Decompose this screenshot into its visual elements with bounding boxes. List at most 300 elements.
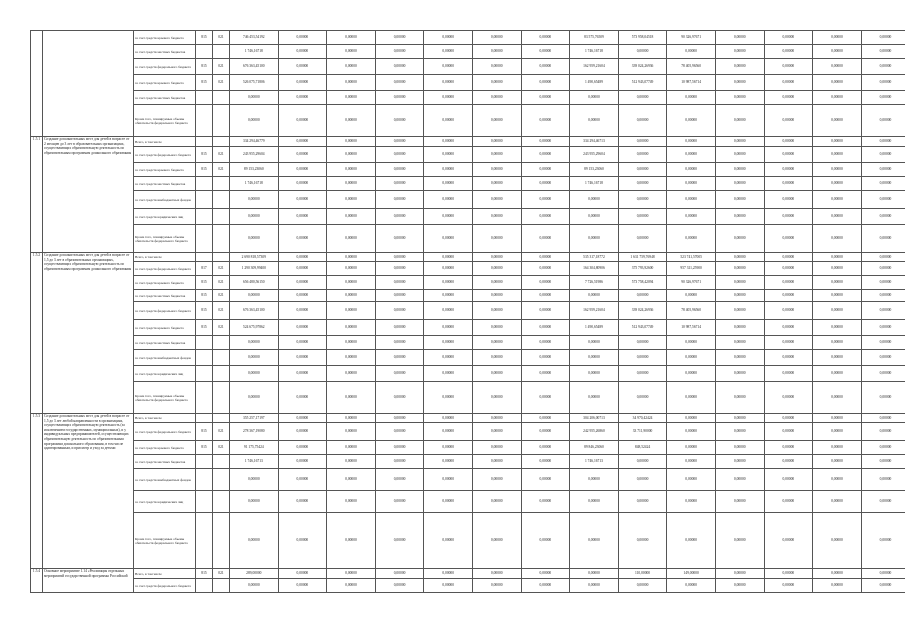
budget-code-section <box>213 366 230 382</box>
amount-cell: 0,00000 <box>715 105 764 137</box>
amount-cell: 0,00000 <box>521 414 570 423</box>
amount-cell: 0,00000 <box>278 491 327 513</box>
amount-cell: 0,00000 <box>764 177 813 191</box>
budget-code-section <box>213 253 230 262</box>
amount-cell: 0,00000 <box>764 191 813 209</box>
amount-cell: 0,00000 <box>230 579 279 593</box>
amount-cell: 0,00000 <box>570 209 619 225</box>
amount-cell: 162 959,21604 <box>570 302 619 320</box>
amount-cell: 0,00000 <box>667 513 716 569</box>
amount-cell: 0,00000 <box>570 366 619 382</box>
amount-cell: 0,00000 <box>230 209 279 225</box>
amount-cell: 0,00000 <box>715 163 764 177</box>
amount-cell: 0,00000 <box>813 105 862 137</box>
funding-source: за счет средств федерального бюджета <box>134 59 196 75</box>
amount-cell: 0,00000 <box>861 31 905 45</box>
amount-cell: 0,00000 <box>327 350 376 366</box>
amount-cell: 0,00000 <box>521 336 570 350</box>
amount-cell: 0,00000 <box>715 137 764 147</box>
funding-source: за счет средств краевого бюджета <box>134 75 196 91</box>
amount-cell: 0,00000 <box>861 455 905 469</box>
amount-cell: 0,00000 <box>764 147 813 163</box>
amount-cell: 0,00000 <box>521 59 570 75</box>
budget-code-section: 021 <box>213 59 230 75</box>
amount-cell: 0,00000 <box>521 253 570 262</box>
amount-cell: 0,00000 <box>861 209 905 225</box>
amount-cell: 0,00000 <box>618 382 667 414</box>
amount-cell: 0,00000 <box>861 105 905 137</box>
table-row <box>31 191 905 209</box>
amount-cell: 0,00000 <box>813 147 862 163</box>
table-row <box>31 31 905 45</box>
amount-cell: 0,00000 <box>861 414 905 423</box>
amount-cell: 0,00000 <box>861 302 905 320</box>
amount-cell: 0,00000 <box>327 163 376 177</box>
amount-cell: 0,00000 <box>570 569 619 579</box>
amount-cell: 0,00000 <box>667 491 716 513</box>
amount-cell: 0,00000 <box>424 276 473 290</box>
amount-cell: 0,00000 <box>667 366 716 382</box>
amount-cell: 0,00000 <box>570 191 619 209</box>
amount-cell: 0,00000 <box>618 366 667 382</box>
amount-cell: 0,00000 <box>715 336 764 350</box>
amount-cell: 0,00000 <box>424 59 473 75</box>
amount-cell: 0,00000 <box>472 137 521 147</box>
table-row <box>31 137 905 147</box>
amount-cell: 0,00000 <box>424 579 473 593</box>
amount-cell: 0,00000 <box>230 191 279 209</box>
amount-cell: 746 453,54192 <box>230 31 279 45</box>
budget-code-grbs: 815 <box>196 163 213 177</box>
amount-cell: 0,00000 <box>278 366 327 382</box>
amount-cell: 0,00000 <box>424 137 473 147</box>
table-row <box>31 209 905 225</box>
amount-cell: 0,00000 <box>813 302 862 320</box>
amount-cell: 0,00000 <box>472 469 521 491</box>
amount-cell: 0,00000 <box>813 163 862 177</box>
amount-cell: 0,00000 <box>327 336 376 350</box>
budget-code-grbs: 815 <box>196 31 213 45</box>
budget-code-section <box>213 105 230 137</box>
amount-cell: 0,00000 <box>764 59 813 75</box>
amount-cell: 0,00000 <box>424 191 473 209</box>
amount-cell: 0,00000 <box>375 441 424 455</box>
amount-cell: 0,00000 <box>278 579 327 593</box>
amount-cell: 676 363,45100 <box>230 302 279 320</box>
amount-cell: 0,00000 <box>667 225 716 253</box>
amount-cell: 0,00000 <box>327 441 376 455</box>
amount-cell: 0,00000 <box>764 91 813 105</box>
amount-cell: 0,00000 <box>813 569 862 579</box>
amount-cell: 0,00000 <box>375 469 424 491</box>
budget-code-section: 021 <box>213 262 230 276</box>
amount-cell: 0,00000 <box>570 290 619 302</box>
amount-cell: 0,00000 <box>813 455 862 469</box>
amount-cell: 0,00000 <box>375 262 424 276</box>
budget-code-section: 021 <box>213 163 230 177</box>
budget-code-grbs <box>196 366 213 382</box>
amount-cell: 0,00000 <box>521 209 570 225</box>
amount-cell: 10 987,56714 <box>667 320 716 336</box>
amount-cell: 0,00000 <box>278 382 327 414</box>
amount-cell: 0,00000 <box>715 414 764 423</box>
amount-cell: 0,00000 <box>327 225 376 253</box>
amount-cell: 0,00000 <box>424 455 473 469</box>
budget-code-grbs <box>196 45 213 59</box>
table-row <box>31 469 905 491</box>
amount-cell: 1 746,16718 <box>570 45 619 59</box>
amount-cell: 0,00000 <box>472 262 521 276</box>
amount-cell: 0,00000 <box>472 31 521 45</box>
amount-cell: 0,00000 <box>764 491 813 513</box>
funding-source: за счет средств федерального бюджета <box>134 302 196 320</box>
amount-cell: 110,00000 <box>618 569 667 579</box>
amount-cell: 0,00000 <box>618 469 667 491</box>
amount-cell: 0,00000 <box>327 513 376 569</box>
table-row <box>31 59 905 75</box>
amount-cell: 0,00000 <box>715 75 764 91</box>
amount-cell: 0,00000 <box>521 177 570 191</box>
amount-cell: 0,00000 <box>764 209 813 225</box>
amount-cell: 656 480,56150 <box>230 276 279 290</box>
amount-cell: 0,00000 <box>861 137 905 147</box>
amount-cell: 0,00000 <box>764 366 813 382</box>
amount-cell: 0,00000 <box>764 163 813 177</box>
amount-cell: 0,00000 <box>327 290 376 302</box>
amount-cell: 0,00000 <box>424 177 473 191</box>
amount-cell: 0,00000 <box>375 191 424 209</box>
table-row <box>31 163 905 177</box>
amount-cell: 0,00000 <box>715 382 764 414</box>
amount-cell: 0,00000 <box>278 569 327 579</box>
amount-cell: 0,00000 <box>764 579 813 593</box>
amount-cell: 0,00000 <box>861 290 905 302</box>
amount-cell: 243 955,29604 <box>230 147 279 163</box>
amount-cell: 0,00000 <box>327 191 376 209</box>
amount-cell: 0,00000 <box>813 320 862 336</box>
amount-cell: 0,00000 <box>667 290 716 302</box>
budget-table-body <box>31 31 905 593</box>
amount-cell: 0,00000 <box>521 290 570 302</box>
amount-cell: 0,00000 <box>375 45 424 59</box>
amount-cell: 0,00000 <box>667 350 716 366</box>
amount-cell: 0,00000 <box>521 31 570 45</box>
table-row <box>31 513 905 569</box>
amount-cell: 0,00000 <box>667 469 716 491</box>
amount-cell: 0,00000 <box>375 253 424 262</box>
amount-cell: 0,00000 <box>278 253 327 262</box>
amount-cell: 0,00000 <box>667 137 716 147</box>
amount-cell: 0,00000 <box>375 137 424 147</box>
amount-cell: 0,00000 <box>375 91 424 105</box>
amount-cell: 0,00000 <box>424 225 473 253</box>
amount-cell: 0,00000 <box>472 320 521 336</box>
amount-cell: 278 367,19080 <box>230 423 279 441</box>
amount-cell: 0,00000 <box>813 45 862 59</box>
budget-code-section: 021 <box>213 276 230 290</box>
amount-cell: 91 175,75424 <box>230 441 279 455</box>
amount-cell: 0,00000 <box>618 225 667 253</box>
amount-cell: 0,00000 <box>521 382 570 414</box>
table-row <box>31 75 905 91</box>
amount-cell: 0,00000 <box>813 137 862 147</box>
amount-cell: 0,00000 <box>618 45 667 59</box>
amount-cell: 33 711,90000 <box>618 423 667 441</box>
amount-cell: 0,00000 <box>472 91 521 105</box>
amount-cell: 0,00000 <box>764 137 813 147</box>
amount-cell: 89 153,23060 <box>230 163 279 177</box>
amount-cell: 0,00000 <box>375 209 424 225</box>
table-row <box>31 147 905 163</box>
amount-cell: 0,00000 <box>424 423 473 441</box>
amount-cell: 0,00000 <box>764 276 813 290</box>
amount-cell: 164 304,80906 <box>570 262 619 276</box>
amount-cell: 0,00000 <box>424 491 473 513</box>
amount-cell: 0,00000 <box>715 441 764 455</box>
amount-cell: 0,00000 <box>813 350 862 366</box>
amount-cell: 0,00000 <box>715 225 764 253</box>
amount-cell: 0,00000 <box>521 91 570 105</box>
amount-cell: 149,00000 <box>667 569 716 579</box>
funding-source: за счет средств краевого бюджета <box>134 163 196 177</box>
amount-cell: 0,00000 <box>424 163 473 177</box>
budget-code-grbs <box>196 513 213 569</box>
budget-table-sheet <box>30 30 892 593</box>
amount-cell: 0,00000 <box>667 455 716 469</box>
amount-cell: 0,00000 <box>375 491 424 513</box>
amount-cell: 0,00000 <box>764 225 813 253</box>
amount-cell: 0,00000 <box>375 302 424 320</box>
funding-source: за счет средств юридических лиц <box>134 491 196 513</box>
amount-cell: 0,00000 <box>278 177 327 191</box>
funding-source: Кроме того, планируемые объемы обязательств федерального бюджета <box>134 225 196 253</box>
amount-cell: 0,00000 <box>521 137 570 147</box>
amount-cell: 0,00000 <box>667 105 716 137</box>
amount-cell: 90 326,97671 <box>667 276 716 290</box>
budget-code-grbs <box>196 209 213 225</box>
amount-cell: 0,00000 <box>375 569 424 579</box>
amount-cell: 0,00000 <box>521 366 570 382</box>
budget-code-section <box>213 579 230 593</box>
amount-cell: 0,00000 <box>667 191 716 209</box>
amount-cell: 0,00000 <box>327 469 376 491</box>
amount-cell: 0,00000 <box>472 225 521 253</box>
amount-cell: 0,00000 <box>278 513 327 569</box>
budget-code-section: 021 <box>213 75 230 91</box>
budget-code-grbs: 815 <box>196 75 213 91</box>
amount-cell: 0,00000 <box>715 177 764 191</box>
budget-code-section: 021 <box>213 441 230 455</box>
budget-code-section: 021 <box>213 290 230 302</box>
amount-cell: 0,00000 <box>715 45 764 59</box>
amount-cell: 0,00000 <box>861 163 905 177</box>
amount-cell: 0,00000 <box>472 276 521 290</box>
amount-cell: 0,00000 <box>813 177 862 191</box>
amount-cell: 0,00000 <box>278 163 327 177</box>
amount-cell: 676 363,45100 <box>230 59 279 75</box>
table-row <box>31 350 905 366</box>
amount-cell: 0,00000 <box>521 45 570 59</box>
amount-cell: 339 024,26936 <box>618 59 667 75</box>
amount-cell: 0,00000 <box>521 320 570 336</box>
amount-cell: 0,00000 <box>424 513 473 569</box>
funding-source: за счет средств федерального бюджета <box>134 262 196 276</box>
amount-cell: 0,00000 <box>375 513 424 569</box>
budget-code-grbs <box>196 469 213 491</box>
amount-cell: 0,00000 <box>715 350 764 366</box>
table-row <box>31 491 905 513</box>
amount-cell: 0,00000 <box>278 336 327 350</box>
amount-cell: 304 206,00713 <box>570 414 619 423</box>
amount-cell: 0,00000 <box>813 209 862 225</box>
amount-cell: 573 758,42094 <box>618 276 667 290</box>
amount-cell: 0,00000 <box>764 423 813 441</box>
amount-cell: 0,00000 <box>521 191 570 209</box>
amount-cell: 1 631 759,76948 <box>618 253 667 262</box>
amount-cell: 1 490,65489 <box>570 75 619 91</box>
amount-cell: 0,00000 <box>813 91 862 105</box>
amount-cell: 0,00000 <box>813 191 862 209</box>
funding-source: за счет средств внебюджетных фондов <box>134 469 196 491</box>
amount-cell: 0,00000 <box>521 75 570 91</box>
budget-code-grbs <box>196 225 213 253</box>
amount-cell: 0,00000 <box>230 382 279 414</box>
amount-cell: 0,00000 <box>715 302 764 320</box>
amount-cell: 0,00000 <box>521 569 570 579</box>
amount-cell: 0,00000 <box>521 513 570 569</box>
amount-cell: 355 257,17197 <box>230 414 279 423</box>
budget-code-grbs: 815 <box>196 569 213 579</box>
amount-cell: 0,00000 <box>472 441 521 455</box>
amount-cell: 0,00000 <box>813 75 862 91</box>
amount-cell: 0,00000 <box>521 163 570 177</box>
amount-cell: 0,00000 <box>375 336 424 350</box>
amount-cell: 1 746,16713 <box>570 455 619 469</box>
amount-cell: 0,00000 <box>327 105 376 137</box>
amount-cell: 0,00000 <box>278 225 327 253</box>
budget-code-section: 021 <box>213 320 230 336</box>
item-name: Создание дополнительных мест для детей в возрасте от 1,5 до 3 лет в образовательных организациях, осуществляющих образовательную деятельность по образовательным программам дошкольного образования <box>43 253 134 414</box>
amount-cell: 0,00000 <box>618 491 667 513</box>
table-row <box>31 302 905 320</box>
amount-cell: 0,00000 <box>278 320 327 336</box>
amount-cell: 0,00000 <box>521 350 570 366</box>
funding-source: Кроме того, планируемые объемы обязательств федерального бюджета <box>134 105 196 137</box>
amount-cell: 0,00000 <box>327 455 376 469</box>
amount-cell: 0,00000 <box>667 91 716 105</box>
amount-cell: 0,00000 <box>861 191 905 209</box>
amount-cell: 0,00000 <box>472 382 521 414</box>
amount-cell: 0,00000 <box>375 276 424 290</box>
amount-cell: 0,00000 <box>570 350 619 366</box>
item-number: 1.5.1 <box>31 137 43 253</box>
amount-cell: 0,00000 <box>472 147 521 163</box>
funding-source: за счет средств краевого бюджета <box>134 441 196 455</box>
amount-cell: 339 024,26936 <box>618 302 667 320</box>
amount-cell: 34 970,42424 <box>618 414 667 423</box>
amount-cell: 0,00000 <box>813 253 862 262</box>
amount-cell: 0,00000 <box>424 320 473 336</box>
amount-cell: 0,00000 <box>667 147 716 163</box>
amount-cell: 0,00000 <box>521 276 570 290</box>
amount-cell: 0,00000 <box>861 320 905 336</box>
amount-cell: 0,00000 <box>618 105 667 137</box>
budget-code-section <box>213 513 230 569</box>
amount-cell: 0,00000 <box>764 302 813 320</box>
amount-cell: 0,00000 <box>861 147 905 163</box>
amount-cell: 0,00000 <box>375 75 424 91</box>
amount-cell: 0,00000 <box>715 253 764 262</box>
budget-code-grbs: 815 <box>196 147 213 163</box>
amount-cell: 0,00000 <box>230 469 279 491</box>
amount-cell: 0,00000 <box>327 209 376 225</box>
amount-cell: 0,00000 <box>861 336 905 350</box>
budget-code-grbs <box>196 579 213 593</box>
amount-cell: 0,00000 <box>715 147 764 163</box>
amount-cell: 0,00000 <box>375 59 424 75</box>
amount-cell: 0,00000 <box>278 191 327 209</box>
amount-cell: 0,00000 <box>424 569 473 579</box>
item-name <box>43 31 134 137</box>
amount-cell: 0,00000 <box>618 513 667 569</box>
amount-cell: 0,00000 <box>813 441 862 455</box>
amount-cell: 0,00000 <box>861 59 905 75</box>
amount-cell: 0,00000 <box>230 513 279 569</box>
amount-cell: 0,00000 <box>618 209 667 225</box>
amount-cell: 0,00000 <box>764 513 813 569</box>
amount-cell: 0,00000 <box>764 441 813 455</box>
amount-cell: 0,00000 <box>521 455 570 469</box>
amount-cell: 0,00000 <box>715 209 764 225</box>
amount-cell: 0,00000 <box>327 366 376 382</box>
amount-cell: 0,00000 <box>764 262 813 276</box>
amount-cell: 0,00000 <box>667 441 716 455</box>
amount-cell: 0,00000 <box>327 91 376 105</box>
amount-cell: 0,00000 <box>472 455 521 469</box>
amount-cell: 0,00000 <box>278 276 327 290</box>
amount-cell: 78 405,96560 <box>667 59 716 75</box>
amount-cell: 0,00000 <box>813 423 862 441</box>
amount-cell: 0,00000 <box>375 225 424 253</box>
amount-cell: 0,00000 <box>278 31 327 45</box>
amount-cell: 0,00000 <box>715 366 764 382</box>
funding-source: Всего, в том числе <box>134 137 196 147</box>
amount-cell: 0,00000 <box>521 105 570 137</box>
amount-cell: 0,00000 <box>764 569 813 579</box>
amount-cell: 0,00000 <box>618 163 667 177</box>
amount-cell: 0,00000 <box>521 491 570 513</box>
amount-cell: 0,00000 <box>861 253 905 262</box>
budget-code-grbs: 815 <box>196 59 213 75</box>
amount-cell: 0,00000 <box>327 569 376 579</box>
amount-cell: 0,00000 <box>861 225 905 253</box>
amount-cell: 0,00000 <box>715 59 764 75</box>
amount-cell: 0,00000 <box>278 423 327 441</box>
budget-code-section <box>213 177 230 191</box>
budget-code-grbs <box>196 455 213 469</box>
amount-cell: 535 317,18772 <box>570 253 619 262</box>
funding-source: за счет средств краевого бюджета <box>134 320 196 336</box>
amount-cell: 0,00000 <box>715 91 764 105</box>
amount-cell: 0,00000 <box>424 350 473 366</box>
funding-source: Всего, в том числе <box>134 414 196 423</box>
amount-cell: 0,00000 <box>327 45 376 59</box>
amount-cell: 334 294,46779 <box>230 137 279 147</box>
amount-cell: 0,00000 <box>813 579 862 593</box>
amount-cell: 0,00000 <box>521 147 570 163</box>
amount-cell: 0,00000 <box>278 91 327 105</box>
amount-cell: 0,00000 <box>230 225 279 253</box>
